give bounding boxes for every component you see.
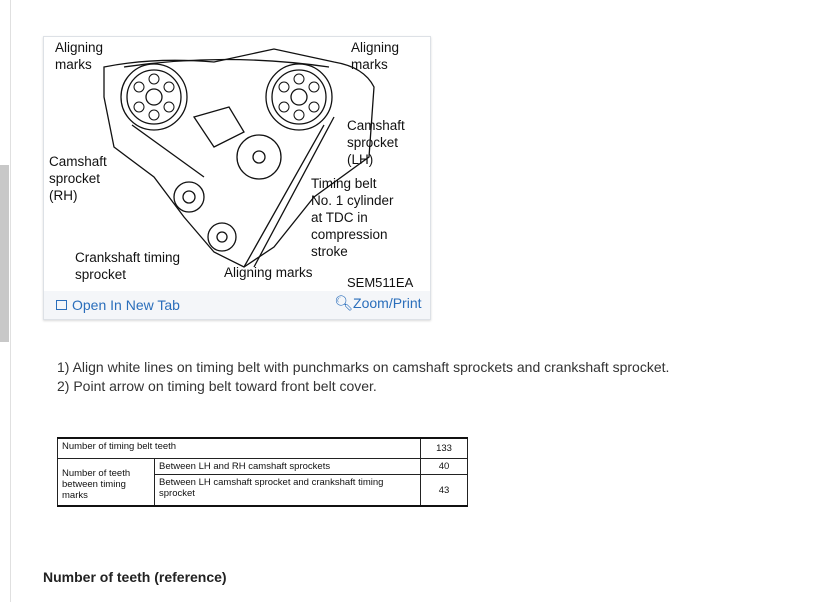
- cell-value: 133: [421, 438, 468, 459]
- cell-value: 40: [421, 459, 468, 475]
- left-scrollbar-thumb[interactable]: [0, 165, 9, 342]
- table-row: [58, 438, 468, 459]
- label-aligning-marks-left: Aligning marks: [55, 40, 104, 72]
- label-camshaft-rh: Camshaft sprocket (RH): [49, 154, 107, 203]
- open-new-tab-link[interactable]: [56, 297, 180, 313]
- label-aligning-marks-right: Aligning marks: [351, 40, 400, 72]
- zoom-print-label: Zoom/Print: [353, 295, 422, 311]
- label-aligning-marks-bottom: Aligning marks: [224, 265, 313, 280]
- figure-card: [43, 36, 431, 320]
- label-timing-belt: Timing belt No. 1 cylinder at TDC in compression stroke: [311, 176, 394, 259]
- instruction-2: 2) Point arrow on timing belt toward front belt cover.: [57, 378, 377, 394]
- cell-group-label: Number of teeth between timing marks: [58, 459, 155, 507]
- cell-label: Number of timing belt teeth: [58, 438, 421, 459]
- label-crankshaft: Crankshaft timing sprocket: [75, 250, 181, 282]
- open-new-tab-label: Open In New Tab: [72, 297, 180, 313]
- table-row: [58, 459, 468, 475]
- instruction-1: 1) Align white lines on timing belt with punchmarks on camshaft sprockets and crankshaft sprocket.: [57, 359, 670, 375]
- magnifier-plus-icon: 🔍︎: [334, 295, 354, 312]
- external-tab-icon: [56, 300, 67, 310]
- section-heading: Number of teeth (reference): [43, 569, 227, 585]
- zoom-print-link[interactable]: [334, 294, 422, 312]
- cell-value: 43: [421, 475, 468, 507]
- timing-belt-diagram: [44, 37, 430, 291]
- teeth-table: [57, 437, 468, 507]
- cell-label: Between LH and RH camshaft sprockets: [155, 459, 421, 475]
- cell-label: Between LH camshaft sprocket and crankshaft timing sprocket: [155, 475, 421, 507]
- figure-footer: [44, 291, 430, 319]
- figure-code: SEM511EA: [347, 275, 414, 290]
- label-camshaft-lh: Camshaft sprocket (LH): [347, 118, 405, 167]
